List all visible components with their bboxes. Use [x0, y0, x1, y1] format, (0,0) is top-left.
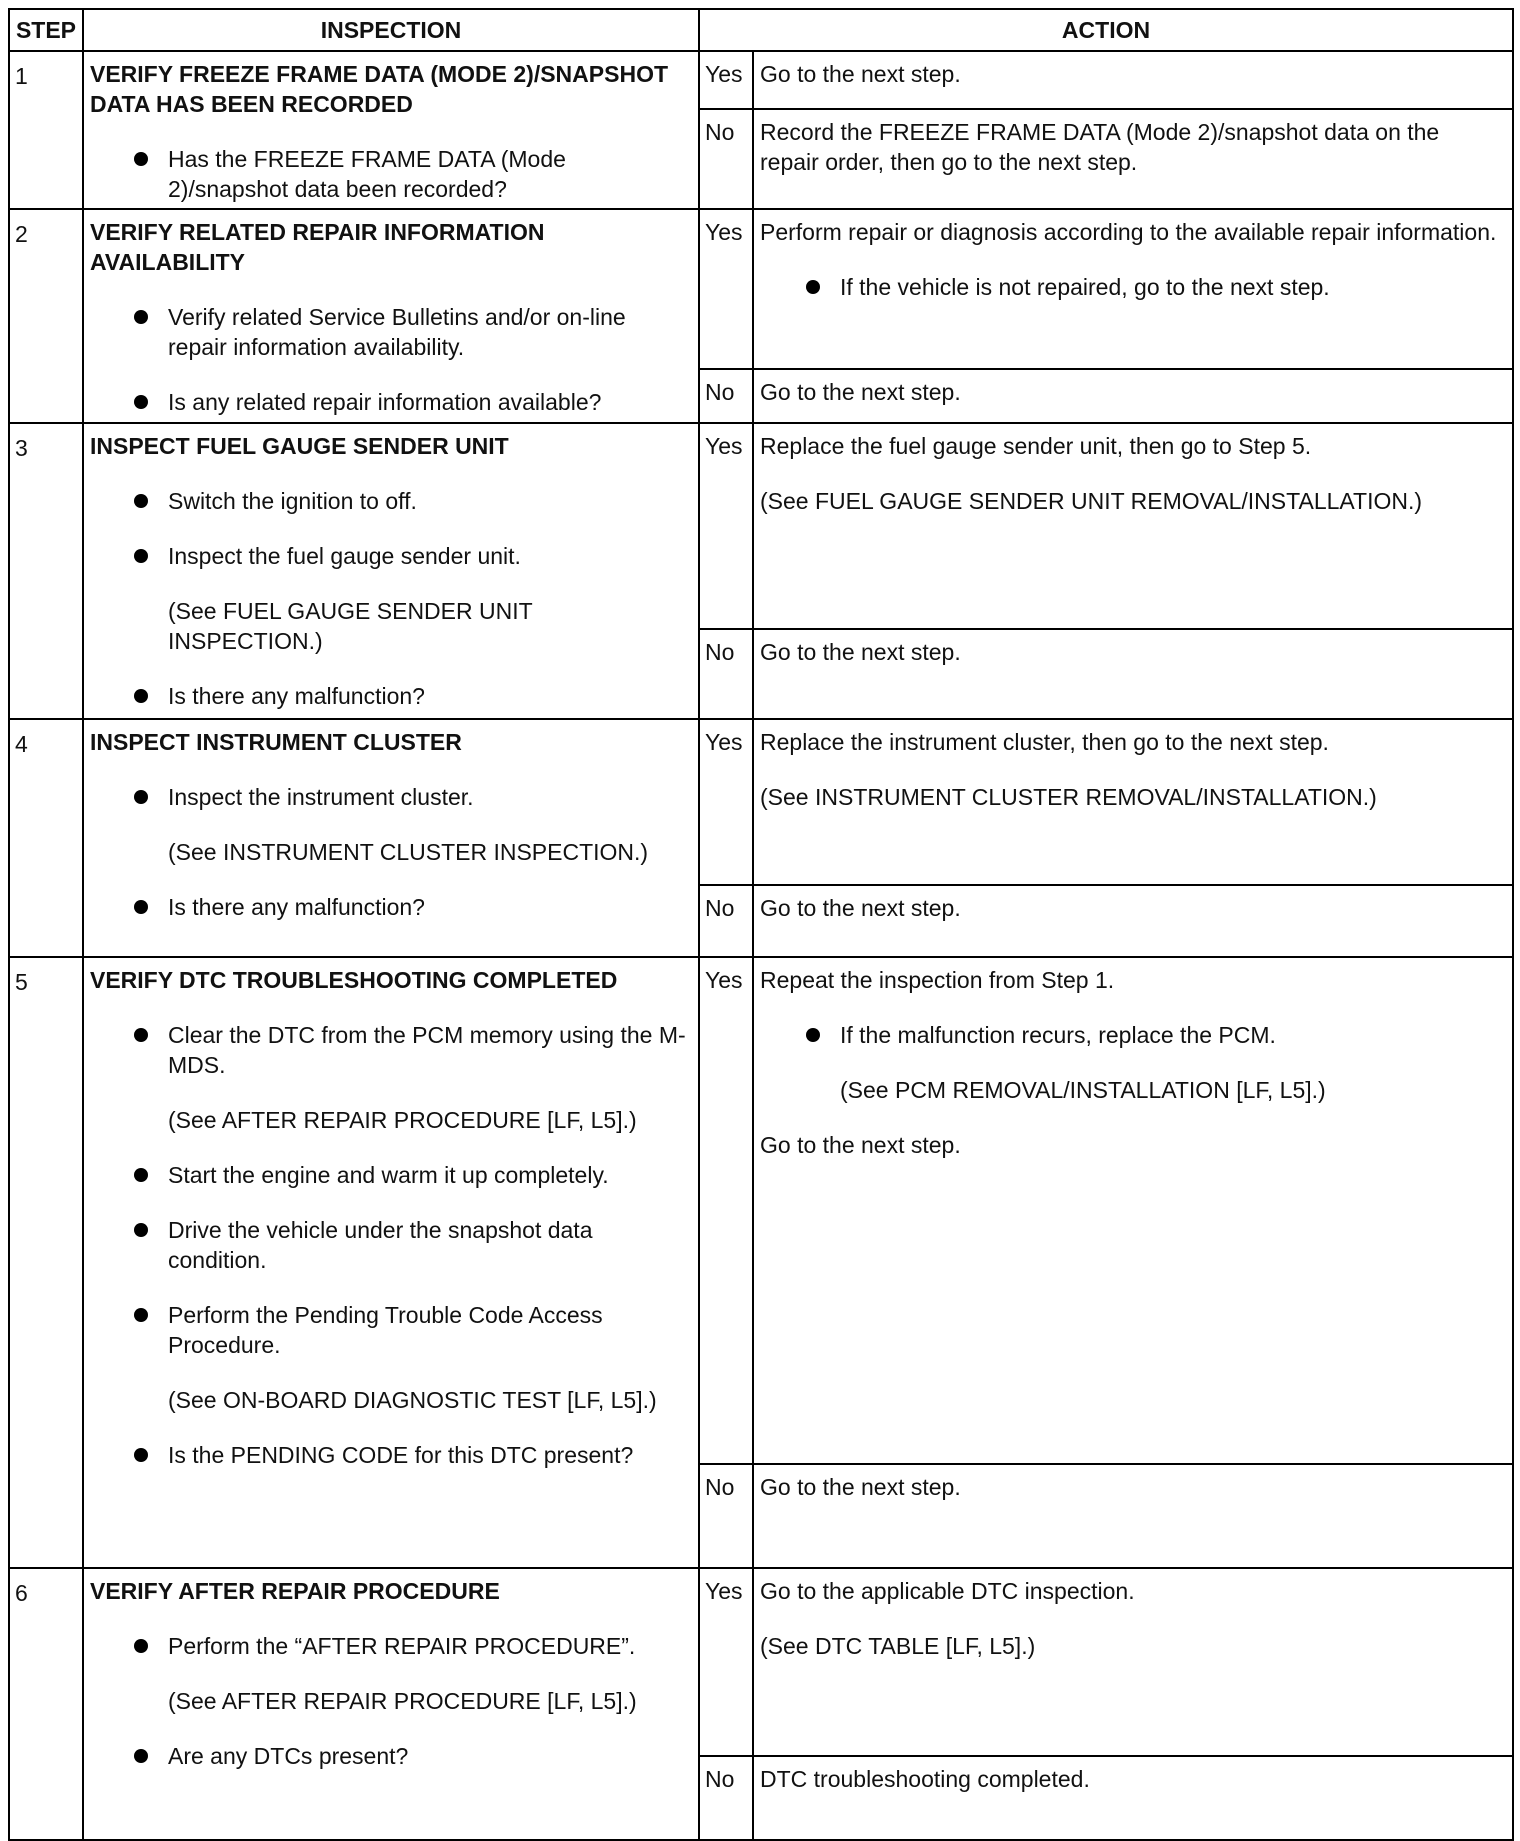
step-number: 2	[9, 209, 83, 423]
reference-note: (See ON-BOARD DIAGNOSTIC TEST [LF, L5].)	[168, 1387, 657, 1413]
step-heading: VERIFY RELATED REPAIR INFORMATION AVAILABILITY	[90, 219, 545, 275]
bullet-text: Drive the vehicle under the snapshot data condition.	[168, 1217, 593, 1273]
bullet-item	[90, 387, 686, 417]
bullet-item	[90, 681, 686, 711]
reference-note: (See INSTRUMENT CLUSTER INSPECTION.)	[168, 839, 649, 865]
step-number: 5	[9, 957, 83, 1568]
no-action	[753, 109, 1513, 209]
no-label: No	[699, 109, 753, 209]
inspection-cell	[83, 957, 699, 1568]
bullet-item	[760, 272, 1504, 302]
reference-note: (See AFTER REPAIR PROCEDURE [LF, L5].)	[168, 1107, 637, 1133]
table-row	[9, 423, 1513, 629]
bullet-dot-icon	[134, 549, 148, 563]
inspection-cell	[83, 1568, 699, 1840]
no-action	[753, 1756, 1513, 1840]
bullet-item	[90, 1160, 686, 1190]
bullet-text: Switch the ignition to off.	[168, 488, 417, 514]
bullet-item	[90, 541, 686, 571]
bullet-text: If the malfunction recurs, replace the PCM.	[840, 1022, 1276, 1048]
bullet-dot-icon	[806, 1028, 820, 1042]
bullet-item	[90, 486, 686, 516]
bullet-text: Is there any malfunction?	[168, 894, 425, 920]
action-text: DTC troubleshooting completed.	[760, 1766, 1090, 1792]
inspection-cell	[83, 51, 699, 209]
action-text: (See FUEL GAUGE SENDER UNIT REMOVAL/INSTALLATION.)	[760, 488, 1423, 514]
bullet-text: Is the PENDING CODE for this DTC present?	[168, 1442, 634, 1468]
inspection-cell	[83, 209, 699, 423]
bullet-dot-icon	[806, 280, 820, 294]
yes-label: Yes	[699, 209, 753, 369]
bullet-dot-icon	[134, 1028, 148, 1042]
bullet-dot-icon	[134, 1168, 148, 1182]
step-number: 6	[9, 1568, 83, 1840]
header-step: STEP	[9, 9, 83, 51]
reference-note: (See FUEL GAUGE SENDER UNIT INSPECTION.)	[168, 598, 533, 654]
action-text: Replace the fuel gauge sender unit, then go to Step 5.	[760, 433, 1312, 459]
step-heading: INSPECT INSTRUMENT CLUSTER	[90, 729, 462, 755]
action-text: Record the FREEZE FRAME DATA (Mode 2)/snapshot data on the repair order, then go to the next step.	[760, 119, 1440, 175]
table-row	[9, 1568, 1513, 1756]
inspection-items	[90, 1631, 686, 1771]
no-label: No	[699, 629, 753, 719]
table-row	[9, 51, 1513, 109]
table-header-row	[9, 9, 1513, 51]
bullet-text: Clear the DTC from the PCM memory using the M-MDS.	[168, 1022, 686, 1078]
yes-label: Yes	[699, 957, 753, 1464]
bullet-item	[90, 1300, 686, 1360]
bullet-dot-icon	[134, 790, 148, 804]
bullet-text: Is there any malfunction?	[168, 683, 425, 709]
table-row	[9, 957, 1513, 1464]
bullet-text: Inspect the instrument cluster.	[168, 784, 474, 810]
bullet-dot-icon	[134, 152, 148, 166]
inspection-items	[90, 782, 686, 922]
bullet-item	[90, 1631, 686, 1661]
inspection-items	[90, 1020, 686, 1470]
bullet-text: Verify related Service Bulletins and/or on-line repair information availability.	[168, 304, 626, 360]
bullet-dot-icon	[134, 1448, 148, 1462]
bullet-dot-icon	[134, 310, 148, 324]
yes-label: Yes	[699, 1568, 753, 1756]
yes-action	[753, 423, 1513, 629]
reference-note: (See AFTER REPAIR PROCEDURE [LF, L5].)	[168, 1688, 637, 1714]
bullet-text: Start the engine and warm it up completely.	[168, 1162, 609, 1188]
no-label: No	[699, 885, 753, 957]
no-action	[753, 369, 1513, 423]
step-heading: VERIFY AFTER REPAIR PROCEDURE	[90, 1578, 500, 1604]
bullet-item	[90, 1215, 686, 1275]
yes-label: Yes	[699, 719, 753, 885]
bullet-item	[90, 1440, 686, 1470]
inspection-items	[90, 302, 686, 417]
bullet-dot-icon	[134, 1749, 148, 1763]
action-text: (See INSTRUMENT CLUSTER REMOVAL/INSTALLATION.)	[760, 784, 1377, 810]
step-number: 1	[9, 51, 83, 209]
action-text: Go to the next step.	[760, 639, 961, 665]
step-heading: INSPECT FUEL GAUGE SENDER UNIT	[90, 433, 509, 459]
bullet-dot-icon	[134, 395, 148, 409]
inspection-cell	[83, 719, 699, 957]
bullet-text: If the vehicle is not repaired, go to the next step.	[840, 274, 1330, 300]
step-number: 3	[9, 423, 83, 719]
action-text: (See DTC TABLE [LF, L5].)	[760, 1633, 1036, 1659]
inspection-cell	[83, 423, 699, 719]
yes-label: Yes	[699, 423, 753, 629]
yes-action	[753, 719, 1513, 885]
no-label: No	[699, 1464, 753, 1568]
no-action	[753, 1464, 1513, 1568]
diagnostic-table-page	[8, 8, 1512, 1841]
step-number: 4	[9, 719, 83, 957]
reference-note: (See PCM REMOVAL/INSTALLATION [LF, L5].)	[840, 1077, 1326, 1103]
action-text: Go to the next step.	[760, 895, 961, 921]
action-text: Perform repair or diagnosis according to the available repair information.	[760, 219, 1497, 245]
bullet-text: Perform the Pending Trouble Code Access Procedure.	[168, 1302, 603, 1358]
step-heading: VERIFY DTC TROUBLESHOOTING COMPLETED	[90, 967, 618, 993]
yes-action	[753, 51, 1513, 109]
bullet-dot-icon	[134, 1223, 148, 1237]
bullet-item	[90, 302, 686, 362]
bullet-dot-icon	[134, 689, 148, 703]
action-text: Go to the next step.	[760, 61, 961, 87]
no-label: No	[699, 1756, 753, 1840]
bullet-text: Has the FREEZE FRAME DATA (Mode 2)/snapshot data been recorded?	[168, 146, 566, 202]
bullet-item	[760, 1020, 1504, 1050]
bullet-dot-icon	[134, 1308, 148, 1322]
bullet-item	[90, 144, 686, 204]
bullet-item	[90, 1741, 686, 1771]
header-action: ACTION	[699, 9, 1513, 51]
bullet-item	[90, 892, 686, 922]
action-text: Go to the next step.	[760, 1474, 961, 1500]
bullet-dot-icon	[134, 900, 148, 914]
inspection-items	[90, 144, 686, 204]
bullet-text: Is any related repair information available?	[168, 389, 602, 415]
bullet-dot-icon	[134, 494, 148, 508]
bullet-text: Inspect the fuel gauge sender unit.	[168, 543, 521, 569]
bullet-item	[90, 1020, 686, 1080]
table-row	[9, 209, 1513, 369]
yes-action	[753, 957, 1513, 1464]
table-row	[9, 719, 1513, 885]
action-text: Replace the instrument cluster, then go to the next step.	[760, 729, 1329, 755]
bullet-item	[90, 782, 686, 812]
no-label: No	[699, 369, 753, 423]
action-text: Go to the next step.	[760, 1132, 961, 1158]
header-inspection: INSPECTION	[83, 9, 699, 51]
step-heading: VERIFY FREEZE FRAME DATA (MODE 2)/SNAPSHOT DATA HAS BEEN RECORDED	[90, 61, 669, 117]
yes-label: Yes	[699, 51, 753, 109]
no-action	[753, 629, 1513, 719]
bullet-text: Are any DTCs present?	[168, 1743, 409, 1769]
diagnostic-procedure-table	[8, 8, 1514, 1841]
action-text: Go to the applicable DTC inspection.	[760, 1578, 1135, 1604]
action-text: Repeat the inspection from Step 1.	[760, 967, 1115, 993]
action-text: Go to the next step.	[760, 379, 961, 405]
inspection-items	[90, 486, 686, 711]
bullet-text: Perform the “AFTER REPAIR PROCEDURE”.	[168, 1633, 636, 1659]
bullet-dot-icon	[134, 1639, 148, 1653]
yes-action	[753, 209, 1513, 369]
no-action	[753, 885, 1513, 957]
yes-action	[753, 1568, 1513, 1756]
